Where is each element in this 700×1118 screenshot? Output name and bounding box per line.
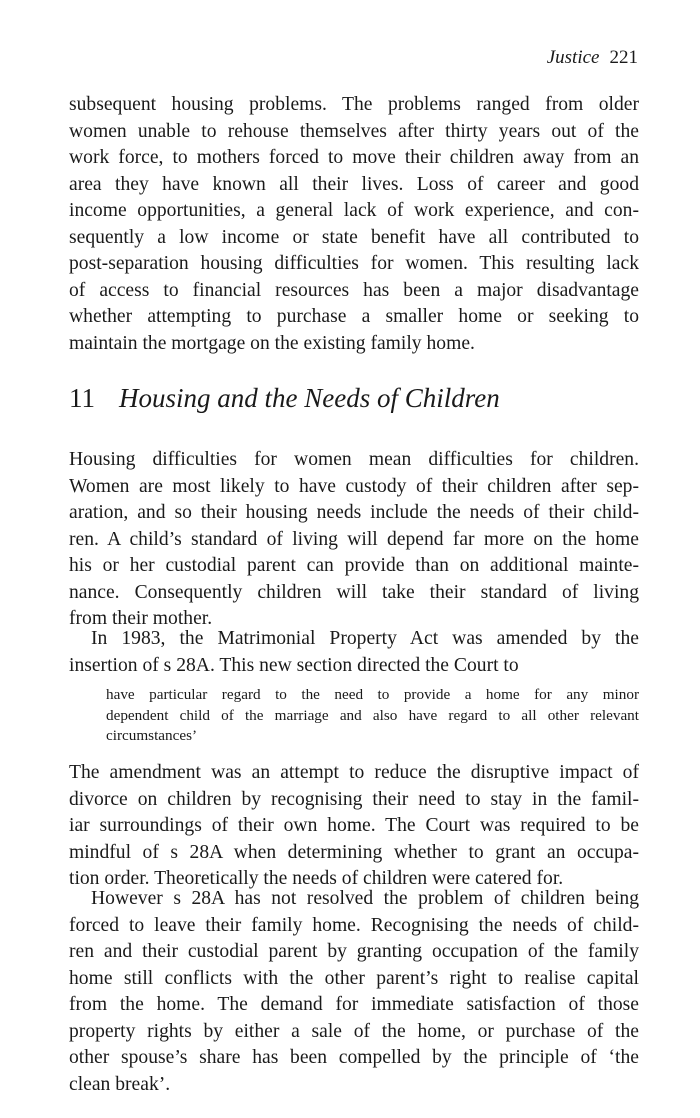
text-line: Housing difficulties for women mean difficulties for children.: [69, 449, 639, 470]
text-line: from their mother.: [69, 608, 213, 629]
text-line: his or her custodial parent can provide than on additional mainte-: [69, 555, 639, 576]
paragraph: [69, 626, 639, 679]
text-line: clean break’.: [69, 1073, 171, 1095]
text-line: of access to financial resources has been a major disadvantage: [69, 279, 639, 301]
text-line: maintain the mortgage on the existing family home.: [69, 332, 475, 354]
section-heading: [69, 381, 500, 415]
text-line: However s 28A has not resolved the problem of children being: [91, 888, 639, 909]
text-line: insertion of s 28A. This new section directed the Court to: [69, 654, 519, 676]
block-quote: [106, 685, 639, 747]
text-line: ren. A child’s standard of living will depend far more on the home: [69, 528, 639, 550]
section-number: 11: [69, 383, 95, 413]
text-line: The amendment was an attempt to reduce the disruptive impact of: [69, 762, 639, 783]
text-line: sequently a low income or state benefit have all contributed to: [69, 226, 639, 248]
paragraph: [69, 92, 639, 357]
text-line: divorce on children by recognising their need to stay in the famil-: [69, 788, 639, 810]
page-number: 221: [609, 47, 638, 68]
paragraph: [69, 447, 639, 633]
text-line: iar surroundings of their own home. The Court was required to be: [69, 815, 639, 836]
quote-line: dependent child of the marriage and also have regard to all other relevant: [106, 706, 639, 724]
running-head-title: Justice: [546, 47, 600, 68]
text-line: whether attempting to purchase a smaller home or seeking to: [69, 306, 639, 327]
text-line: In 1983, the Matrimonial Property Act was amended by the: [91, 628, 639, 649]
text-line: from the home. The demand for immediate satisfaction of those: [69, 994, 639, 1015]
text-line: ren and their custodial parent by granting occupation of the family: [69, 941, 639, 962]
text-line: home still conflicts with the other parent’s right to realise capital: [69, 967, 639, 989]
text-line: property rights by either a sale of the home, or purchase of the: [69, 1020, 639, 1042]
text-line: post-separation housing difficulties for women. This resulting lack: [69, 253, 639, 274]
quote-line: circumstances’: [106, 727, 198, 744]
text-line: aration, and so their housing needs include the needs of their child-: [69, 502, 639, 523]
text-line: women unable to rehouse themselves after thirty years out of the: [69, 120, 639, 142]
text-line: area they have known all their lives. Loss of career and good: [69, 173, 639, 195]
text-line: mindful of s 28A when determining whether to grant an occupa-: [69, 841, 639, 863]
text-line: work force, to mothers forced to move their children away from an: [69, 147, 639, 168]
running-head: [547, 46, 638, 70]
quote-line: have particular regard to the need to provide a home for any minor: [106, 686, 639, 703]
text-line: other spouse’s share has been compelled by the principle of ‘the: [69, 1047, 639, 1068]
section-title: Housing and the Needs of Children: [119, 383, 500, 413]
text-line: forced to leave their family home. Recognising the needs of child-: [69, 914, 639, 936]
paragraph: [69, 886, 639, 1098]
text-line: nance. Consequently children will take their standard of living: [69, 581, 639, 603]
text-line: tion order. Theoretically the needs of children were catered for.: [69, 868, 564, 889]
text-line: income opportunities, a general lack of work experience, and con-: [69, 200, 639, 221]
paragraph: [69, 760, 639, 893]
text-line: subsequent housing problems. The problems ranged from older: [69, 94, 639, 115]
text-line: Women are most likely to have custody of their children after sep-: [69, 475, 639, 497]
